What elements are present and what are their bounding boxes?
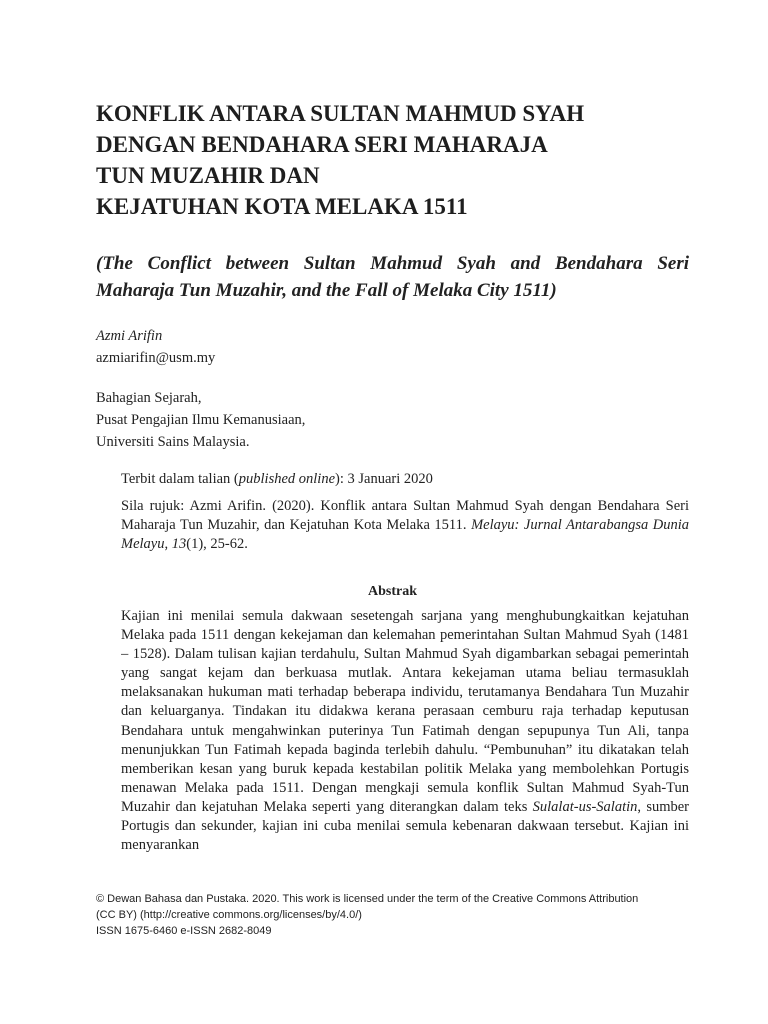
affiliation-block <box>96 387 305 453</box>
published-online <box>121 468 689 490</box>
article-title <box>96 98 696 222</box>
author-name: Azmi Arifin <box>96 328 163 344</box>
author-email[interactable]: azmiarifin@usm.my <box>96 350 216 366</box>
title-line-2: DENGAN BENDAHARA SERI MAHARAJA <box>96 132 548 157</box>
citation-volume: 13 <box>171 536 187 552</box>
footer-issn: ISSN 1675-6460 e-ISSN 2682-8049 <box>96 925 272 937</box>
published-date: ): 3 Januari 2020 <box>335 471 433 487</box>
citation-text: Sila rujuk: Azmi Arifin. (2020). Konflik antara Sultan Mahmud Syah dengan Bendahara Seri Maharaja Tun Muzahir, dan Kejatuhan Kota Melaka 1511. <box>121 498 689 533</box>
affiliation-line-3: Universiti Sains Malaysia. <box>96 434 250 450</box>
abstract-part-2: , sumber Portugis dan sekunder, kajian ini cuba menilai semula kebenaran dakwaan tersebut. Kajian ini menyarankan <box>121 798 689 854</box>
affiliation-line-2: Pusat Pengajian Ilmu Kemanusiaan, <box>96 412 306 428</box>
english-subtitle: (The Conflict between Sultan Mahmud Syah and Bendahara Seri Maharaja Tun Muzahir, and the Fall of Melaka City 1511) <box>96 253 689 301</box>
footer-line-1: © Dewan Bahasa dan Pustaka. 2020. This work is licensed under the term of the Creative Commons Attribution <box>96 893 639 905</box>
abstract-heading: Abstrak <box>367 584 417 599</box>
footer-line-2[interactable]: (CC BY) (http://creative commons.org/licenses/by/4.0/) <box>96 909 362 921</box>
title-line-4: KEJATUHAN KOTA MELAKA 1511 <box>96 194 468 219</box>
affiliation-line-1: Bahagian Sejarah, <box>96 390 202 406</box>
citation-journal: Melayu: Jurnal Antarabangsa Dunia Melayu <box>121 517 689 552</box>
author-block <box>96 325 215 369</box>
citation <box>121 497 689 554</box>
abstract-body <box>121 607 689 875</box>
published-prefix: Terbit dalam talian ( <box>121 471 239 487</box>
title-line-3: TUN MUZAHIR DAN <box>96 163 320 188</box>
citation-issue-pages: (1), 25-62. <box>186 536 248 552</box>
license-footer <box>96 891 696 939</box>
abstract-part-1: Kajian ini menilai semula dakwaan sesetengah sarjana yang menghubungkaitkan kejatuhan Melaka pada 1511 dengan kekejaman dan kelemahan pemerintahan Sultan Mahmud Syah (1481 – 1528). Dalam tulisan kajian terdahulu, Sultan Mahmud Syah digambarkan sebagai pemerintah yang sangat kejam dan berkuasa mutlak. Antara kekejaman utama beliau termasuklah melaksanakan hukuman mati terhadap beberapa individu, terutamanya Bendahara Tun Muzahir dan keluarganya. Tindakan itu didakwa kerana perasaan cemburu raja terhadap keputusan Bendahara untuk mengahwinkan puterinya Tun Fatimah dengan sepupunya Tun Ali, tanpa menunjukkan Tun Fatimah kepada baginda terlebih dahulu. “Pembunuhan” itu dikatakan telah memberikan kesan yang buruk kepada kestabilan politik Melaka yang membolehkan Portugis menawan Melaka pada 1511. Dengan mengkaji semula konflik Sultan Mahmud Syah-Tun Muzahir dan kejatuhan Melaka seperti yang diterangkan dalam teks <box>121 608 689 815</box>
abstract-italic-title: Sulalat-us-Salatin <box>532 798 638 815</box>
citation-sep: , <box>164 536 172 552</box>
published-italic: published online <box>238 471 336 487</box>
title-line-1: KONFLIK ANTARA SULTAN MAHMUD SYAH <box>96 101 585 126</box>
